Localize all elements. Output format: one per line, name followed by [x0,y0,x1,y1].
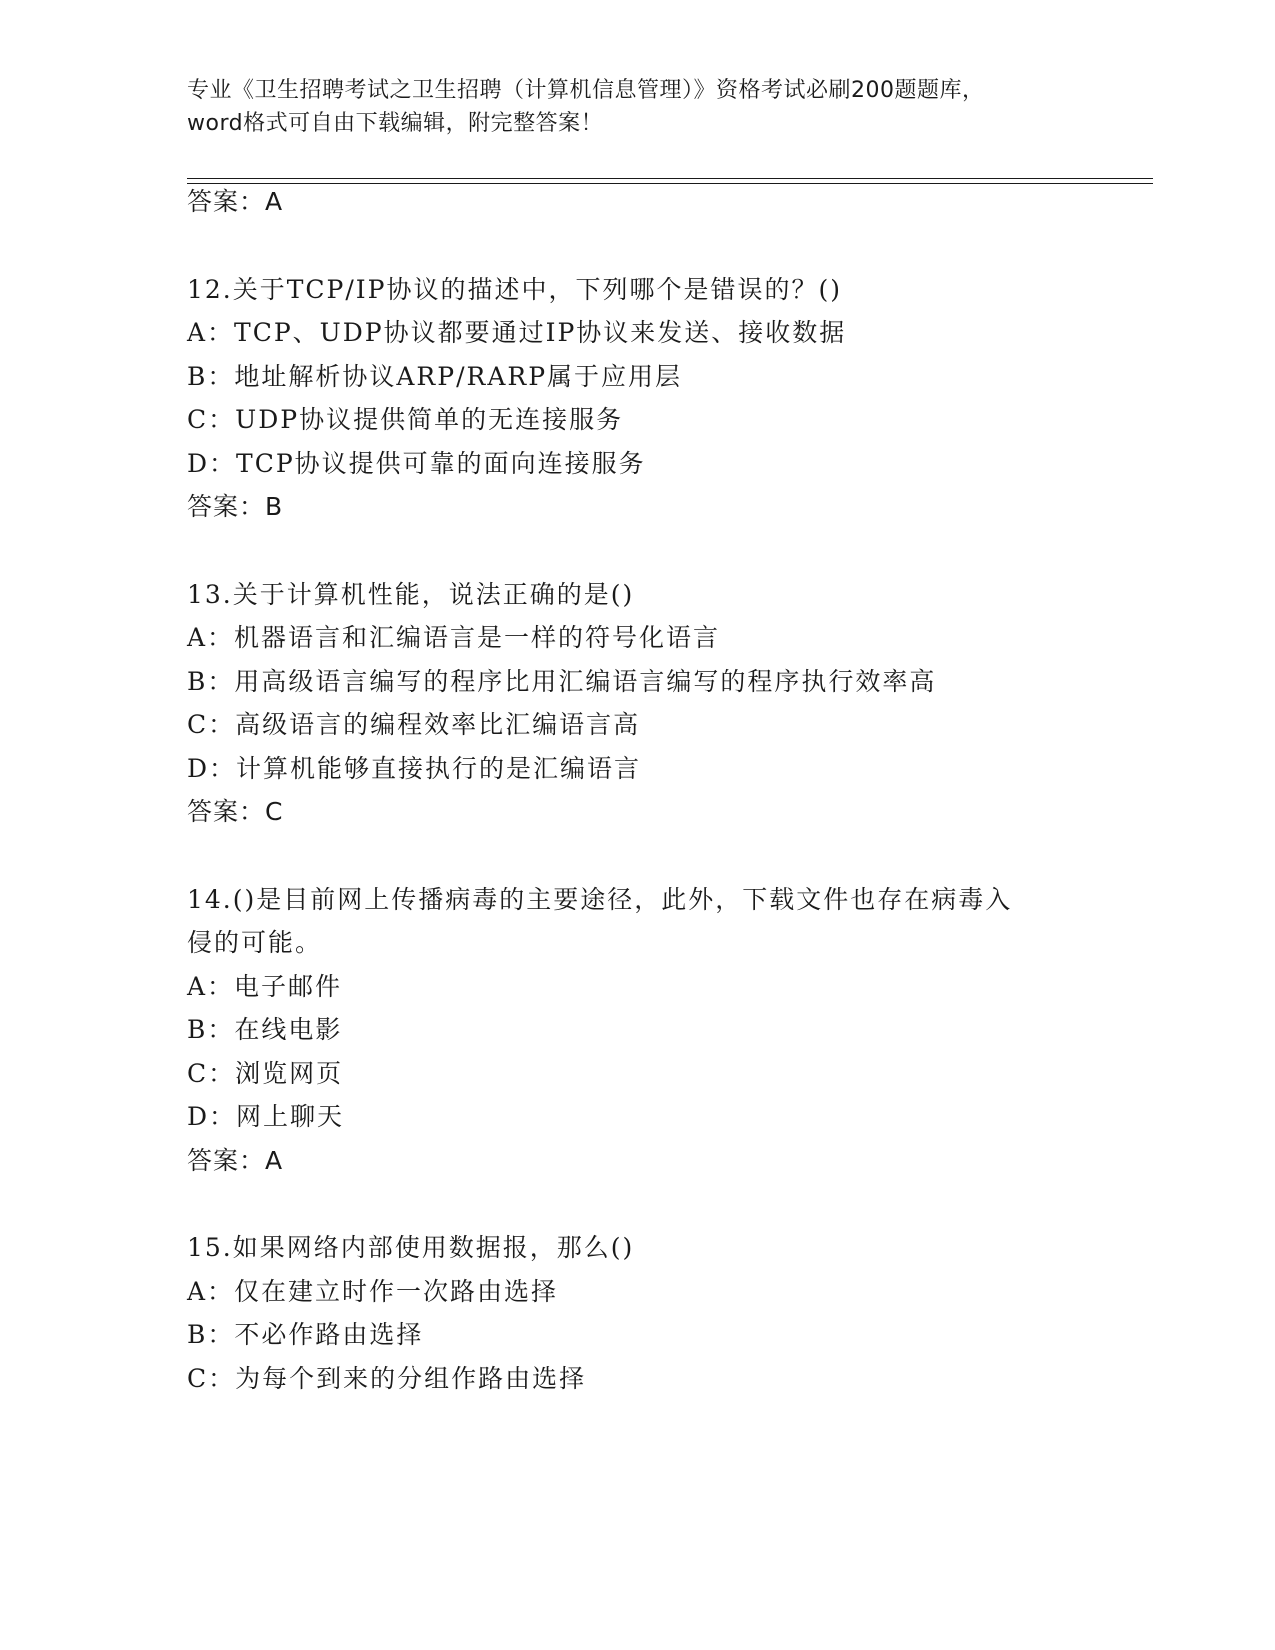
question-12-option-a: A：TCP、UDP协议都要通过IP协议来发送、接收数据 [187,318,847,347]
question-14-answer: 答案：A [187,1146,284,1175]
question-12-option-b: B：地址解析协议ARP/RARP属于应用层 [187,362,683,391]
question-15-stem: 15.如果网络内部使用数据报，那么() [187,1233,635,1262]
header-title-line-1: 专业《卫生招聘考试之卫生招聘（计算机信息管理）》资格考试必刷200题题库， [187,78,985,103]
document-header [187,74,1067,140]
question-14-stem-line-1: 14.()是目前网上传播病毒的主要途径，此外，下载文件也存在病毒入 [187,885,1013,914]
question-15-option-c: C：为每个到来的分组作路由选择 [187,1364,587,1393]
question-13-option-d: D：计算机能够直接执行的是汇编语言 [187,754,642,783]
prev-answer: 答案：A [187,187,284,216]
question-12-option-d: D：TCP协议提供可靠的面向连接服务 [187,449,646,478]
question-14-stem-line-2: 侵的可能。 [187,928,323,957]
question-12-stem: 12.关于TCP/IP协议的描述中，下列哪个是错误的？() [187,275,843,304]
question-13-option-b: B：用高级语言编写的程序比用汇编语言编写的程序执行效率高 [187,667,937,696]
question-14-option-a: A：电子邮件 [187,972,343,1001]
question-12-answer: 答案：B [187,492,284,521]
header-divider-top [187,178,1153,179]
question-12-option-c: C：UDP协议提供简单的无连接服务 [187,405,624,434]
question-15-option-a: A：仅在建立时作一次路由选择 [187,1277,559,1306]
question-13-option-c: C：高级语言的编程效率比汇编语言高 [187,710,641,739]
question-14-option-d: D：网上聊天 [187,1102,345,1131]
header-title-line-2: word格式可自由下载编辑，附完整答案！ [187,111,604,136]
question-14-option-c: C：浏览网页 [187,1059,344,1088]
question-15-option-b: B：不必作路由选择 [187,1320,424,1349]
question-13-stem: 13.关于计算机性能，说法正确的是() [187,580,635,609]
header-divider-bottom [187,183,1153,184]
question-13-option-a: A：机器语言和汇编语言是一样的符号化语言 [187,623,721,652]
question-13-answer: 答案：C [187,797,284,826]
question-14-option-b: B：在线电影 [187,1015,343,1044]
